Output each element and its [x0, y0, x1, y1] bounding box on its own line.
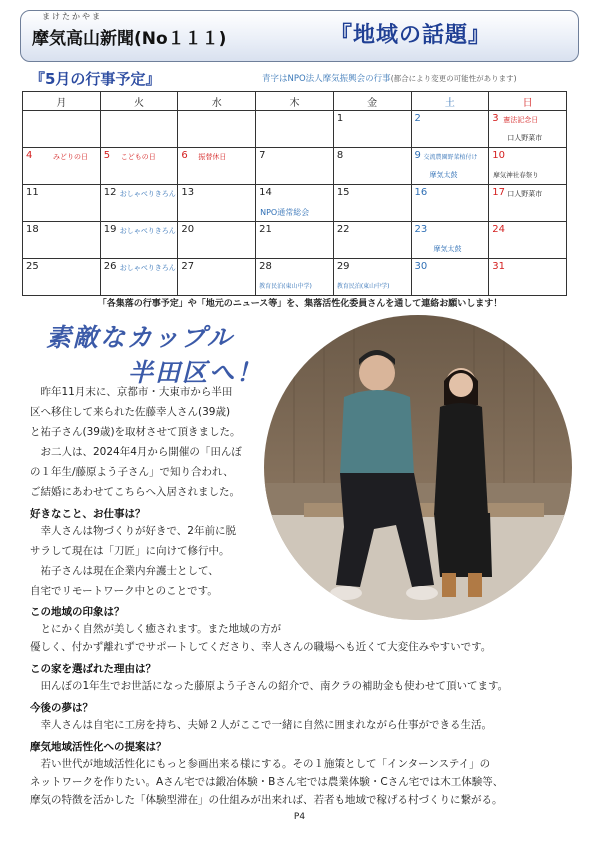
day-number: 28	[259, 261, 272, 272]
article-intro-line: と祐子さん(39歳)を取材させて頂きました。	[30, 426, 241, 438]
question-heading: 今後の夢は？	[30, 702, 93, 714]
day-number: 22	[336, 224, 350, 235]
question-heading: この地域の印象は？	[30, 606, 125, 618]
calendar-event: 教育民泊(東山中学)	[259, 283, 312, 290]
calendar-event: 摩気神社春祭り	[493, 171, 539, 179]
day-number: 3	[492, 113, 499, 124]
calendar-cell	[333, 148, 411, 185]
calendar-cell	[178, 259, 256, 296]
day-number: 6	[181, 150, 188, 161]
day-number: 17	[492, 187, 505, 198]
day-number: 16	[414, 187, 428, 198]
answer-line: サラして現在は「刀匠」に向けて修行中。	[30, 545, 230, 557]
calendar-event: おしゃべりきろん	[119, 227, 176, 235]
day-number: 12	[103, 187, 117, 198]
day-number: 20	[181, 224, 195, 235]
masthead-ruby: まけたかやま	[42, 12, 102, 21]
article-headline-line2: 半田区へ！	[128, 358, 264, 387]
calendar-week	[23, 259, 567, 296]
calendar-cell	[411, 222, 489, 259]
day-number: 25	[26, 261, 39, 272]
article-intro-line: 昨年11月末に、京都市・大東市から半田	[30, 386, 233, 398]
calendar-week	[23, 185, 567, 222]
article-intro-line: の１年生/藤原よう子さん」で知り合われ、	[30, 466, 234, 478]
weekday-fri: 金	[333, 92, 411, 111]
weekday-thu: 木	[256, 92, 334, 111]
day-number: 11	[26, 187, 39, 198]
calendar-cell	[411, 185, 489, 222]
question-heading: この家を選ばれた理由は？	[30, 663, 156, 675]
calendar-event: 摩気太鼓	[433, 245, 462, 253]
couple-photo-illustration	[264, 315, 572, 620]
answer-line: 優しく、付かず離れずでサポートしてくださり、幸人さんの職場へも近くて大変住みやすいです。	[30, 641, 492, 653]
calendar-event: 交流農園野菜植付け	[423, 154, 478, 161]
calendar-cell	[23, 185, 101, 222]
calendar-event: 振替休日	[198, 153, 227, 161]
calendar-cell	[333, 111, 411, 148]
calendar-cell	[23, 259, 101, 296]
day-number: 24	[492, 224, 505, 235]
calendar-cell-empty	[100, 111, 178, 148]
day-number: 2	[414, 113, 421, 124]
weekday-mon: 月	[23, 92, 101, 111]
question-heading: 摩気地域活性化への提案は？	[30, 741, 167, 753]
day-number: 19	[103, 224, 117, 235]
day-number: 7	[259, 150, 266, 161]
weekday-sun: 日	[489, 92, 567, 111]
calendar-cell	[178, 148, 256, 185]
calendar-cell	[100, 259, 178, 296]
calendar-event: 憲法記念日	[503, 116, 539, 124]
answer-line: 田んぼの1年生でお世話になった藤原よう子さんの紹介で、南クラの補助金も使わせて頂いてます。	[30, 680, 509, 692]
day-number: 23	[414, 224, 428, 235]
calendar-weekday-row	[23, 92, 567, 111]
calendar-week	[23, 148, 567, 185]
article-headline-line1: 素敵なカップル	[46, 323, 234, 352]
schedule-title: 『5月の行事予定』	[30, 70, 161, 88]
calendar-cell	[178, 185, 256, 222]
day-number: 27	[181, 261, 195, 272]
calendar-cell	[23, 148, 101, 185]
contact-request: 「各集落の行事予定」や「地元のニュース等」を、集落活性化委員さんを通して連絡お願いします！	[97, 299, 503, 309]
calendar-cell-empty	[23, 111, 101, 148]
calendar-week	[23, 111, 567, 148]
calendar-event: こどもの日	[120, 153, 156, 161]
calendar-cell	[489, 148, 567, 185]
calendar-cell	[411, 259, 489, 296]
day-number: 15	[336, 187, 350, 198]
page-number: P4	[293, 812, 306, 822]
calendar-cell	[489, 111, 567, 148]
calendar-event: おしゃべりきろん	[119, 264, 176, 272]
event-calendar	[22, 91, 567, 296]
day-number: 1	[336, 113, 344, 124]
calendar-event: おしゃべりきろん	[119, 190, 176, 198]
calendar-cell	[411, 148, 489, 185]
weekday-sat: 土	[411, 92, 489, 111]
newspaper-name: 摩気高山新聞(No１１１)	[32, 29, 227, 49]
article-intro-line: ご結婚にあわせてこちらへ入居されました。	[30, 486, 240, 498]
day-number: 9	[414, 150, 421, 161]
schedule-note-small: (都合により変更の可能性があります)	[390, 74, 517, 83]
calendar-event: 摩気太鼓	[429, 171, 458, 179]
schedule-note	[262, 72, 517, 84]
calendar-cell	[333, 222, 411, 259]
schedule-note-text: 青字はNPO法人摩気振興会の行事	[262, 74, 391, 84]
calendar-cell	[100, 185, 178, 222]
calendar-cell	[489, 259, 567, 296]
calendar-cell	[178, 222, 256, 259]
calendar-week	[23, 222, 567, 259]
question-heading: 好きなこと、お仕事は？	[30, 508, 146, 520]
calendar-cell	[333, 185, 411, 222]
calendar-cell	[23, 222, 101, 259]
day-number: 5	[103, 150, 111, 161]
calendar-cell	[489, 222, 567, 259]
day-number: 29	[336, 261, 350, 272]
calendar-cell	[489, 185, 567, 222]
answer-line: 摩気の特徴を活かした「体験型滞在」の仕組みが出来れば、若者も地域で稼げる村づくりに繋がる。	[30, 794, 503, 806]
weekday-tue: 火	[100, 92, 178, 111]
section-title: 『地域の話題』	[330, 23, 492, 48]
article-intro-line: お二人は、2024年4月から開催の「田んぼ	[30, 446, 242, 458]
calendar-cell	[100, 222, 178, 259]
day-number: 13	[181, 187, 195, 198]
day-number: 4	[26, 150, 33, 161]
calendar-cell-empty	[178, 111, 256, 148]
answer-line: 幸人さんは自宅に工房を持ち、夫婦２人がここで一緒に自然に囲まれながら仕事ができる生活。	[30, 719, 492, 731]
answer-line: 若い世代が地域活性化にもっと参画出来る様にする。その１施策として「インターンステイ」の	[30, 758, 491, 770]
calendar-cell	[256, 259, 334, 296]
day-number: 18	[26, 224, 39, 235]
day-number: 21	[259, 224, 272, 235]
calendar-cell	[256, 222, 334, 259]
day-number: 26	[103, 261, 117, 272]
calendar-event: 口人野菜市	[507, 190, 543, 198]
answer-line: 自宅でリモートワーク中とのことです。	[30, 585, 218, 597]
calendar-cell	[333, 259, 411, 296]
answer-line: ネットワークを作りたい。Aさん宅では鍛冶体験・Bさん宅では農業体験・Cさん宅では木工体験等、	[30, 776, 504, 788]
answer-line: とにかく自然が美しく癒されます。また地域の方が	[30, 623, 282, 635]
calendar-cell	[256, 148, 334, 185]
calendar-event: みどりの日	[53, 153, 88, 161]
calendar-event: 口人野菜市	[507, 134, 543, 142]
day-number: 10	[492, 150, 505, 161]
day-number: 14	[259, 187, 272, 198]
calendar-cell-empty	[256, 111, 334, 148]
article-intro-line: 区へ移住して来られた佐藤幸人さん(39歳)	[30, 406, 231, 418]
day-number: 31	[492, 261, 505, 272]
calendar-cell	[100, 148, 178, 185]
calendar-event: NPO通常総会	[260, 208, 310, 217]
calendar-cell	[411, 111, 489, 148]
couple-photo	[264, 315, 572, 620]
answer-line: 幸人さんは物づくりが好きで、2年前に脱	[30, 525, 236, 537]
calendar-cell	[256, 185, 334, 222]
day-number: 30	[414, 261, 428, 272]
answer-line: 祐子さんは現在企業内弁護士として、	[30, 565, 219, 577]
day-number: 8	[336, 150, 344, 161]
calendar-event: 教育民泊(東山中学)	[336, 283, 390, 290]
weekday-wed: 水	[178, 92, 256, 111]
